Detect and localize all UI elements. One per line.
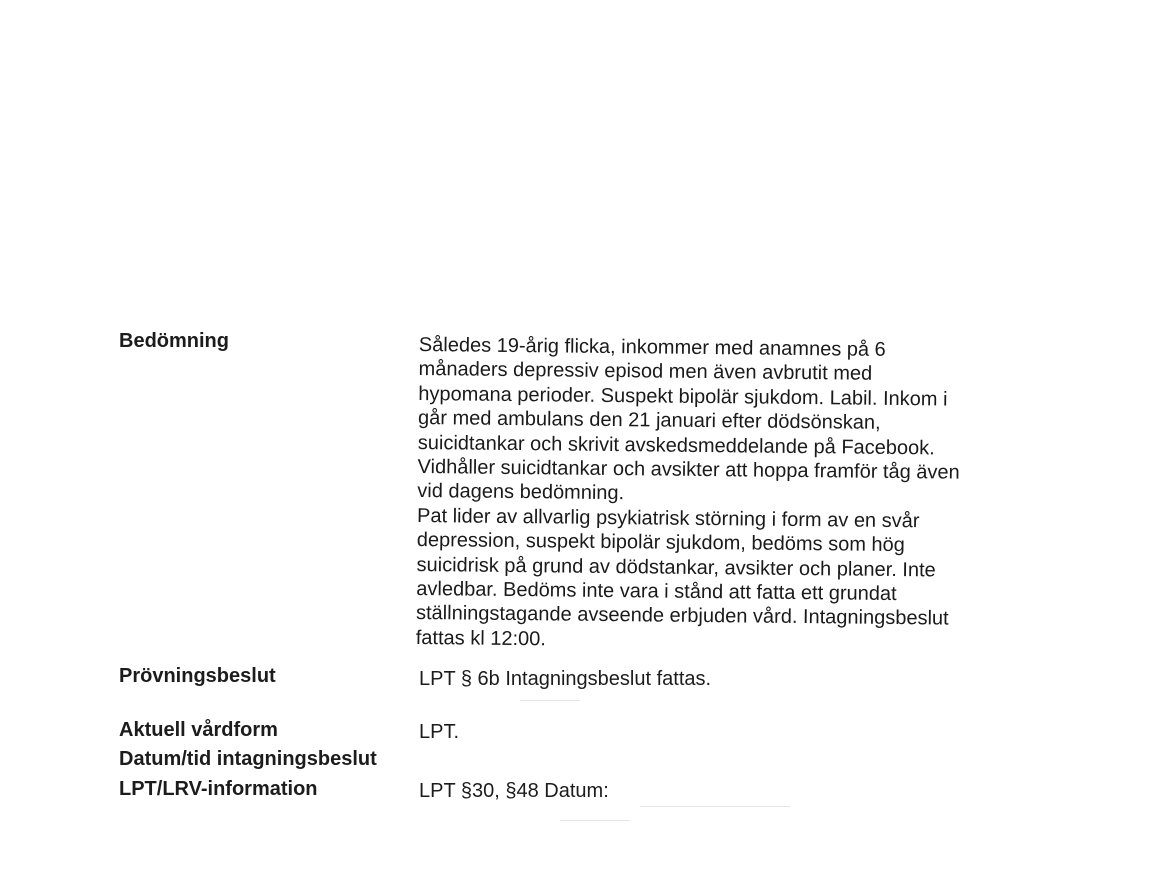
- bedomning-line: depression, suspekt bipolär sjukdom, bedöms som hög: [416, 529, 905, 557]
- scan-artifact-line: [640, 806, 790, 807]
- bedomning-line: Vidhåller suicidtankar och avsikter att hoppa framför tåg även: [417, 455, 960, 484]
- bedomning-line: månaders depressiv episod men även avbrutit med: [418, 358, 873, 386]
- bedomning-line: Pat lider av allvarlig psykiatrisk störning i form av en svår: [416, 504, 920, 532]
- lpt-lrv-label: LPT/LRV-information: [119, 778, 318, 800]
- aktuell-vardform-value: LPT.: [419, 721, 460, 743]
- bedomning-line: går med ambulans den 21 januari efter dödsönskan,: [417, 407, 881, 435]
- bedomning-line: Således 19-årig flicka, inkommer med anamnes på 6: [418, 333, 886, 361]
- scan-artifact-line: [560, 820, 630, 821]
- provningsbeslut-label: Prövningsbeslut: [119, 665, 276, 687]
- scan-artifact-line: [520, 700, 580, 701]
- bedomning-line: ställningstagande avseende erbjuden vård. Intagningsbeslut: [415, 602, 949, 630]
- bedomning-line: fattas kl 12:00.: [415, 626, 546, 651]
- bedomning-line: avledbar. Bedöms inte vara i stånd att fatta ett grundat: [416, 577, 897, 605]
- bedomning-label: Bedömning: [119, 330, 229, 352]
- provningsbeslut-value: LPT § 6b Intagningsbeslut fattas.: [419, 668, 712, 690]
- bedomning-line: vid dagens bedömning.: [417, 480, 625, 505]
- bedomning-line: suicidtankar och skrivit avskedsmeddelande på Facebook.: [417, 431, 935, 459]
- aktuell-vardform-label: Aktuell vårdform: [119, 719, 278, 741]
- bedomning-line: suicidrisk på grund av dödstankar, avsikter och planer. Inte: [416, 553, 936, 581]
- bedomning-line: hypomana perioder. Suspekt bipolär sjukdom. Labil. Inkom i: [418, 382, 948, 411]
- datum-tid-label: Datum/tid intagningsbeslut: [119, 748, 377, 770]
- lpt-lrv-value: LPT §30, §48 Datum:: [419, 780, 609, 802]
- bedomning-text: [416, 333, 1059, 657]
